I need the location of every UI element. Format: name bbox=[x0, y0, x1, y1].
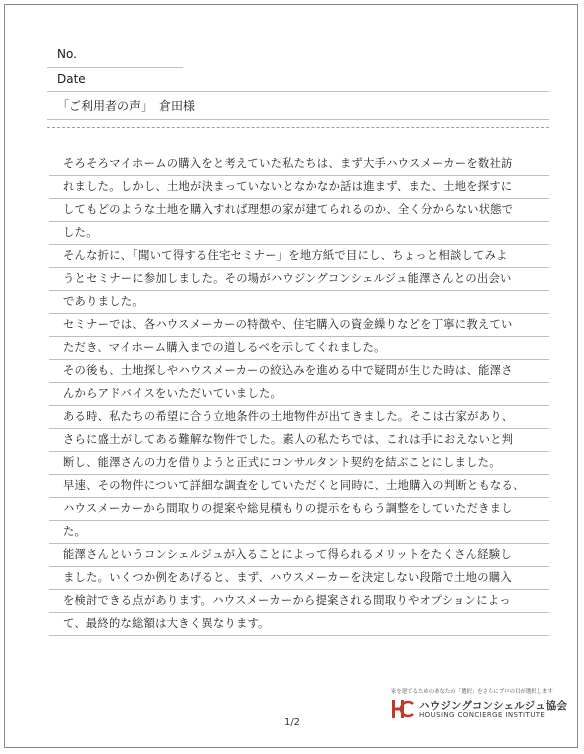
body-line: した。 bbox=[49, 222, 549, 245]
hc-monogram-icon bbox=[391, 698, 415, 720]
logo-tagline: 家を建てるためのあなたの「選択」をさらにプロの目が選択します bbox=[391, 689, 553, 695]
body-line: ある時、私たちの希望に合う立地条件の土地物件が出てきました。そこは古家があり、 bbox=[49, 406, 549, 429]
body-line: そろそろマイホームの購入をと考えていた私たちは、まず大手ハウスメーカーを数社訪 bbox=[49, 153, 549, 176]
body-line: ただき、マイホーム購入までの道しるべを示してくれました。 bbox=[49, 337, 549, 360]
association-logo bbox=[391, 689, 568, 721]
no-label: No. bbox=[57, 47, 77, 61]
date-underline bbox=[47, 91, 549, 92]
body-line: ました。いくつか例をあげると、まず、ハウスメーカーを決定しない段階で土地の購入 bbox=[49, 567, 549, 590]
dashed-divider bbox=[47, 127, 549, 134]
body-line: れました。しかし、土地が決まっていないとなかなか話は進まず、また、土地を探すに bbox=[49, 176, 549, 199]
body-line: その後も、土地探しやハウスメーカーの絞込みを進める中で疑問が生じた時は、能澤さ bbox=[49, 360, 549, 383]
date-label: Date bbox=[57, 72, 86, 86]
logo-name-jp: ハウジングコンシェルジュ協会 bbox=[419, 700, 568, 712]
title-underline bbox=[47, 119, 549, 120]
body-line: セミナーでは、各ハウスメーカーの特徴や、住宅購入の資金繰りなどを丁寧に教えてい bbox=[49, 314, 549, 337]
body-line: そんな折に、「聞いて得する住宅セミナー」を地方紙で目にし、ちょっと相談してみよ bbox=[49, 245, 549, 268]
body-line: んからアドバイスをいただいていました。 bbox=[49, 383, 549, 406]
body-line: て、最終的な総額は大きく異なります。 bbox=[49, 613, 549, 636]
no-underline bbox=[47, 67, 183, 68]
body-line: 能澤さんというコンシェルジュが入ることによって得られるメリットをたくさん経験し bbox=[49, 544, 549, 567]
body-line: してもどのような土地を購入すれば理想の家が建てられるのか、全く分からない状態で bbox=[49, 199, 549, 222]
body-line: 早速、その物件について詳細な調査をしていただくと同時に、土地購入の判断ともなる、 bbox=[49, 475, 549, 498]
body-line: うとセミナーに参加しました。その場がハウジングコンシェルジュ能澤さんとの出会い bbox=[49, 268, 549, 291]
logo-name-en: HOUSING CONCIERGE INSTITUTE bbox=[419, 711, 546, 719]
body-line: さらに盛土がしてある難解な物件でした。素人の私たちでは、これは手におえないと判 bbox=[49, 429, 549, 452]
body-line: を検討できる点があります。ハウスメーカーから提案される間取りやオプションによっ bbox=[49, 590, 549, 613]
page-number: 1/2 bbox=[283, 717, 301, 728]
body-line: 断し、能澤さんの力を借りようと正式にコンサルタント契約を結ぶことにしました。 bbox=[49, 452, 549, 475]
body-line: た。 bbox=[49, 521, 549, 544]
testimonial-body bbox=[49, 153, 549, 636]
body-line: ハウスメーカーから間取りの提案や総見積もりの提示をもらう調整をしていただきまし bbox=[49, 498, 549, 521]
document-title: 「ご利用者の声」 倉田様 bbox=[57, 99, 196, 113]
body-line: でありました。 bbox=[49, 291, 549, 314]
document-page bbox=[4, 4, 578, 748]
